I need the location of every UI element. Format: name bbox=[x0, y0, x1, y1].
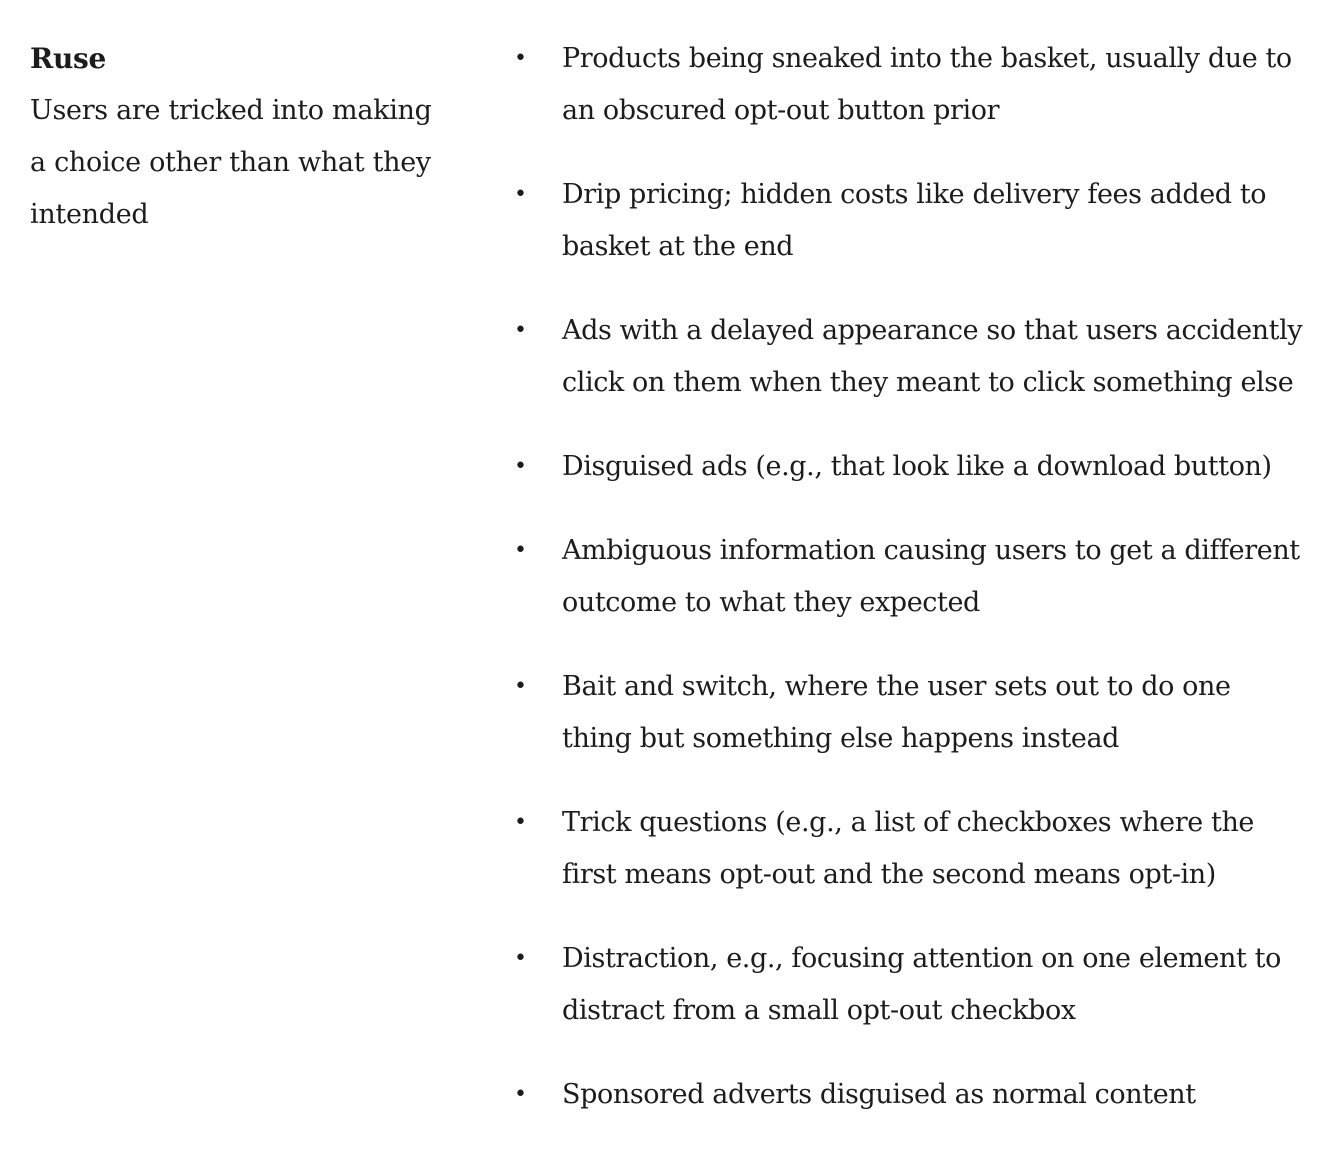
bullet-icon: • bbox=[514, 318, 527, 343]
term-column bbox=[0, 33, 470, 1153]
list-item bbox=[470, 525, 1328, 629]
bullet-icon: • bbox=[514, 454, 527, 479]
list-item bbox=[470, 169, 1328, 273]
example-text: Trick questions (e.g., a list of checkboxes where the first means opt-out and the second means opt-in) bbox=[562, 807, 1255, 890]
bullet-icon: • bbox=[514, 674, 527, 699]
bullet-icon: • bbox=[514, 946, 527, 971]
examples-column bbox=[470, 33, 1328, 1153]
term-description: Users are tricked into making a choice other than what they intended bbox=[30, 95, 432, 230]
list-item bbox=[470, 661, 1328, 765]
list-item bbox=[470, 441, 1328, 493]
term-title: Ruse bbox=[30, 42, 107, 75]
list-item bbox=[470, 33, 1328, 137]
example-text: Disguised ads (e.g., that look like a download button) bbox=[562, 451, 1272, 482]
list-item bbox=[470, 933, 1328, 1037]
list-item bbox=[470, 305, 1328, 409]
bullet-icon: • bbox=[514, 538, 527, 563]
example-text: Distraction, e.g., focusing attention on one element to distract from a small opt-out checkbox bbox=[562, 943, 1281, 1026]
list-item bbox=[470, 1069, 1328, 1121]
example-text: Products being sneaked into the basket, usually due to an obscured opt-out button prior bbox=[562, 43, 1292, 126]
example-text: Ads with a delayed appearance so that users accidently click on them when they meant to click something else bbox=[562, 315, 1303, 398]
examples-list bbox=[470, 33, 1328, 1121]
list-item bbox=[470, 797, 1328, 901]
bullet-icon: • bbox=[514, 1082, 527, 1107]
example-text: Ambiguous information causing users to get a different outcome to what they expected bbox=[562, 535, 1300, 618]
definition-row bbox=[0, 33, 1328, 1153]
bullet-icon: • bbox=[514, 46, 527, 71]
example-text: Bait and switch, where the user sets out to do one thing but something else happens instead bbox=[562, 671, 1231, 754]
bullet-icon: • bbox=[514, 810, 527, 835]
example-text: Sponsored adverts disguised as normal content bbox=[562, 1079, 1196, 1110]
bullet-icon: • bbox=[514, 182, 527, 207]
example-text: Drip pricing; hidden costs like delivery fees added to basket at the end bbox=[562, 179, 1267, 262]
